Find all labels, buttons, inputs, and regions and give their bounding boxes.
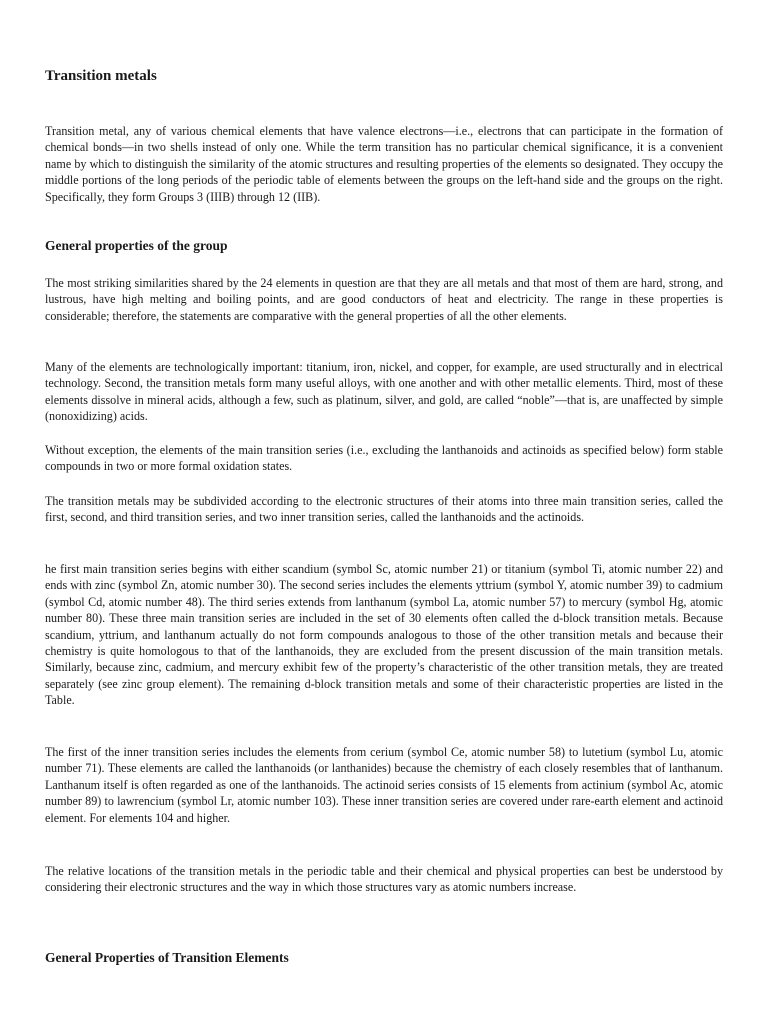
paragraph-subdivisions: The transition metals may be subdivided according to the electronic structures of their atoms into three main transition series, called the first, second, and third transition series, and two inner transition series, called the lanthanoids and the actinoids. xyxy=(45,494,723,525)
paragraph-periodic-locations: The relative locations of the transition metals in the periodic table and their chemical and physical properties can best be understood by considering their electronic structures and the way in which those structures vary as atomic numbers increase. xyxy=(45,864,723,895)
page-title: Transition metals xyxy=(45,68,157,84)
section-heading-transition-elements: General Properties of Transition Elements xyxy=(45,950,289,965)
paragraph-similarities: The most striking similarities shared by the 24 elements in question are that they are all metals and that most of them are hard, strong, and lustrous, have high melting and boiling points, and are good conductors of heat and electricity. The range in these properties is considerable; therefore, the statements are comparative with the general properties of all the other elements. xyxy=(45,276,723,323)
section-heading-general-properties: General properties of the group xyxy=(45,238,228,253)
paragraph-inner-series: The first of the inner transition series includes the elements from cerium (symbol Ce, atomic number 58) to lutetium (symbol Lu, atomic number 71). These elements are called the lanthanoids (or lanthanides) because the chemistry of each closely resembles that of lanthanum. Lanthanum itself is often regarded as one of the lanthanoids. The actinoid series consists of 15 elements from actinium (symbol Ac, atomic number 89) to lawrencium (symbol Lr, atomic number 103). These inner transition series are covered under rare-earth element and actinoid element. For elements 104 and higher. xyxy=(45,745,723,825)
paragraph-technological: Many of the elements are technologically important: titanium, iron, nickel, and copper, for example, are used structurally and in electrical technology. Second, the transition metals form many useful alloys, with one another and with other metallic elements. Third, most of these elements dissolve in mineral acids, although a few, such as platinum, silver, and gold, are called “noble”—that is, are unaffected by simple (nonoxidizing) acids. xyxy=(45,360,723,424)
intro-paragraph: Transition metal, any of various chemical elements that have valence electrons—i.e., electrons that can participate in the formation of chemical bonds—in two shells instead of only one. While the term transition has no particular chemical significance, it is a convenient name by which to distinguish the similarity of the atomic structures and resulting properties of the elements so designated. They occupy the middle portions of the long periods of the periodic table of elements between the groups on the left-hand side and the groups on the right. Specifically, they form Groups 3 (IIIB) through 12 (IIB). xyxy=(45,124,723,204)
paragraph-oxidation-states: Without exception, the elements of the main transition series (i.e., excluding the lanthanoids and actinoids as specified below) form stable compounds in two or more formal oxidation states. xyxy=(45,443,723,474)
paragraph-main-series: he first main transition series begins with either scandium (symbol Sc, atomic number 21) or titanium (symbol Ti, atomic number 22) and ends with zinc (symbol Zn, atomic number 30). The second series includes the elements yttrium (symbol Y, atomic number 39) to cadmium (symbol Cd, atomic number 48). The third series extends from lanthanum (symbol La, atomic number 57) to mercury (symbol Hg, atomic number 80). These three main transition series are included in the set of 30 elements often called the d-block transition metals. Because scandium, yttrium, and lanthanum actually do not form compounds analogous to those of the other transition metals and because their chemistry is quite homologous to that of the lanthanoids, they are excluded from the present discussion of the main transition metals. Similarly, because zinc, cadmium, and mercury exhibit few of the property’s characteristic of the other transition metals, they are treated separately (see zinc group element). The remaining d-block transition metals and some of their characteristic properties are listed in the Table. xyxy=(45,562,723,708)
